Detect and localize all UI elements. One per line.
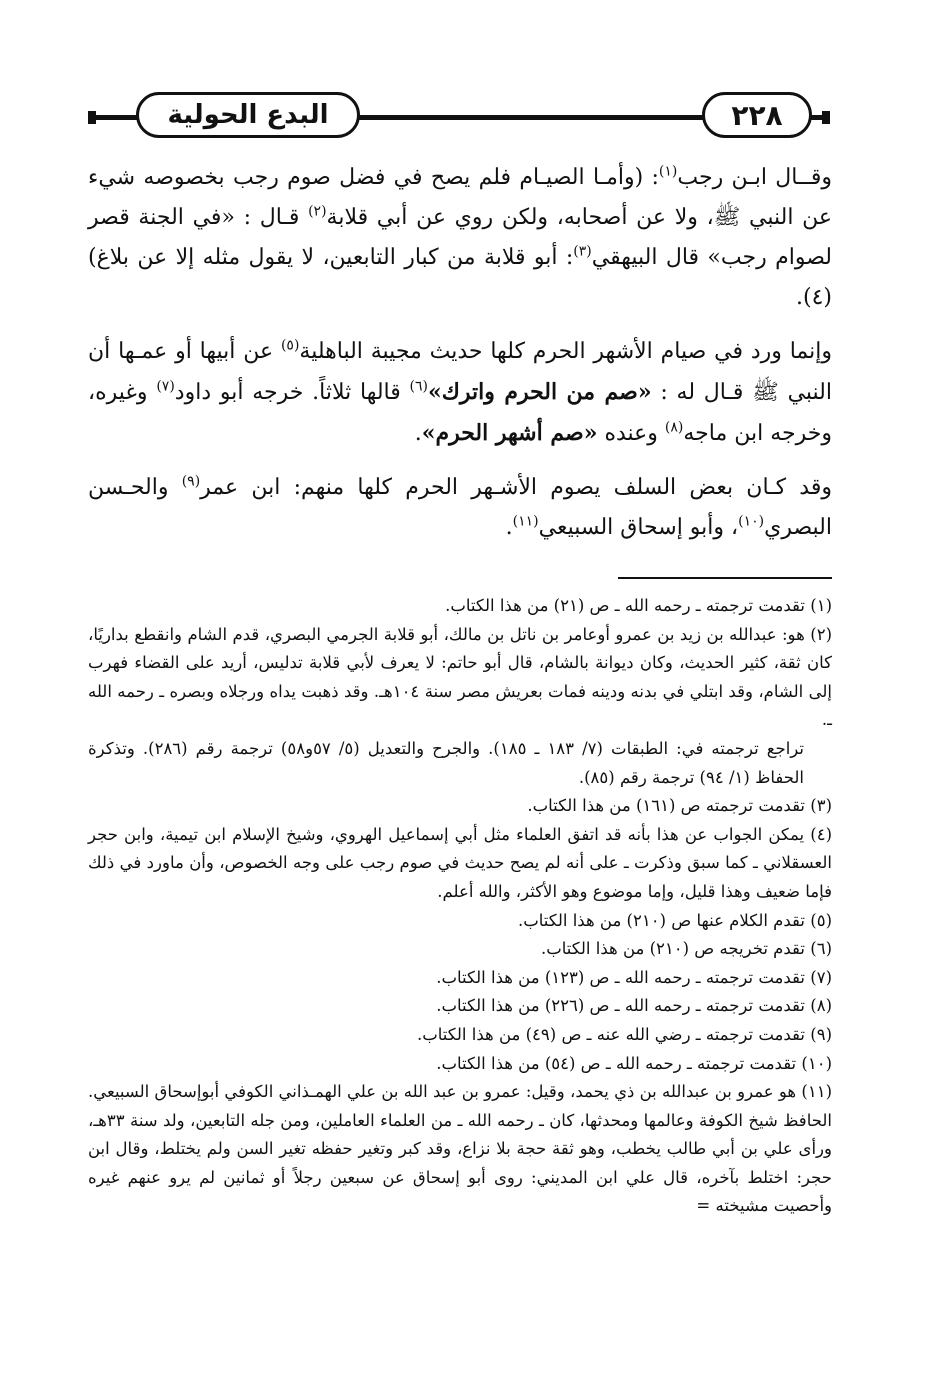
footnote-ref[interactable]: (١) <box>658 163 678 180</box>
running-title: البدع الحولية <box>136 92 360 138</box>
main-text <box>88 158 832 562</box>
page-number: ٢٢٨ <box>702 92 812 138</box>
footnote-ref[interactable]: (٧) <box>156 378 175 395</box>
hadith-quote: «صم من الحرم واترك» <box>428 379 652 405</box>
text-run: عن أبيها أو عمـها أن النبي ﷺ قـال له : <box>88 339 832 405</box>
footnote-2-sources: تراجع ترجمته في: الطبقات (٧/ ١٨٣ ـ ١٨٥). والجرح والتعديل (٥/ ٥٧و٥٨) ترجمة رقم (٢٨٦). وتذكرة الحفاظ (١/ ٩٤) ترجمة رقم (٨٥). <box>88 738 804 787</box>
footnote-10: (١٠) تقدمت ترجمته ـ رحمه الله ـ ص (٥٤) من هذا الكتاب. <box>436 1053 832 1073</box>
footnote-3: (٣) تقدمت ترجمته ص (١٦١) من هذا الكتاب. <box>527 796 832 816</box>
text-run: وإنما ورد في صيام الأشهر الحرم كلها حديث مجيبة الباهلية <box>299 339 832 364</box>
footnote-ref[interactable]: (٥) <box>280 337 300 354</box>
footnote-ref[interactable]: (١١) <box>512 513 539 530</box>
text-run: ، وأبو إسحاق السبيعي <box>538 515 739 540</box>
text-run: والحـسن البصري <box>88 475 832 540</box>
footnote-ref[interactable]: (٩) <box>181 473 201 490</box>
header-rule-end-right <box>822 111 830 124</box>
text-run: . <box>505 515 513 540</box>
footnote-ref[interactable]: (٢) <box>308 203 327 220</box>
text-run: . <box>414 421 422 446</box>
footnote-ref[interactable]: (٣) <box>573 243 592 260</box>
footnote-separator <box>618 577 832 579</box>
hadith-quote: «صم أشهر الحرم» <box>421 420 598 446</box>
footnote-2: (٢) هو: عبدالله بن زيد بن عمرو أوعامر بن ناتل بن مالك، أبو قلابة الجرمي البصري، قدم الشام وانقطع بداريًا، كان ثقة، كثير الحديث، وكان ديوانة بالشام، قال أبو حاتم: لا يعرف لأبي قلابة تدليس، أريد على القضاء فهرب إلى الشام، وقد ابتلي في بدنه ودينه فمات بعريش مصر سنة ١٠٤هـ. وقد ذهبت يداه ورجلاه وبصره ـ رحمه الله ـ. <box>88 624 832 730</box>
text-run: : أبو قلابة من كبار التابعين، لا يقول مثله إلا عن بلاغ) <box>88 245 574 270</box>
header-rule-end-left <box>88 111 96 124</box>
text-run: وعنده <box>597 421 665 446</box>
text-run: وقد كـان بعض السلف يصوم الأشـهر الحرم كلها منهم: ابن عمر <box>200 475 832 500</box>
page-header <box>88 88 830 146</box>
footnote-4: (٤) يمكن الجواب عن هذا بأنه قد اتفق العلماء مثل أبي إسماعيل الهروي، وشيخ الإسلام ابن تيمية، وابن حجر العسقلاني ـ كما سبق وذكرت ـ على أنه لم يصح حديث في صوم رجب على وجه الخصوص، وأن ماورد في ذلك فإما ضعيف وهذا قليل، وإما موضوع وهو الأكثر، والله أعلم. <box>88 824 832 901</box>
paragraph-3 <box>88 468 832 548</box>
text-run: وغيره، وخرجه ابن ماجه <box>88 380 832 446</box>
text-run: قالها ثلاثاً. خرجه أبو داود <box>174 380 410 405</box>
text-run: . <box>795 285 803 310</box>
footnote-7: (٧) تقدمت ترجمته ـ رحمه الله ـ ص (١٢٣) من هذا الكتاب. <box>436 967 832 987</box>
text-run: : (وأمـا الصيـام فلم يصح في فضل صوم رجب بخصوصه شيء عن النبي ﷺ، ولا عن أصحابه، ولكن روي عن أبي قلابة <box>88 165 833 230</box>
footnote-ref[interactable]: (١٠) <box>738 513 765 530</box>
text-run: قـال : «في الجنة قصر لصوام رجب» قال البيهقي <box>88 205 832 270</box>
footnote-5: (٥) تقدم الكلام عنها ص (٢١٠) من هذا الكتاب. <box>517 910 832 930</box>
text-run: وقــال ابـن رجب <box>677 165 832 190</box>
footnote-ref[interactable]: (٦) <box>409 378 428 395</box>
footnote-1: (١) تقدمت ترجمته ـ رحمه الله ـ ص (٢١) من هذا الكتاب. <box>445 596 832 615</box>
paragraph-1 <box>88 158 832 318</box>
footnote-6: (٦) تقدم تخريجه ص (٢١٠) من هذا الكتاب. <box>541 939 832 959</box>
footnote-ref[interactable]: (٨) <box>664 419 684 436</box>
footnote-9: (٩) تقدمت ترجمته ـ رضي الله عنه ـ ص (٤٩) من هذا الكتاب. <box>417 1024 832 1044</box>
footnote-11: (١١) هو عمرو بن عبدالله بن ذي يحمد، وقيل: عمرو بن عبد الله بن علي الهمـذاني الكوفي أبوإسحاق السبيعي. الحافظ شيخ الكوفة وعالمها ومحدثها، كان ـ رحمه الله ـ من العلماء العاملين، ومن جله التابعين، ولد سنة ٣٣هـ، ورأى علي بن أبي طالب يخطب، وهو ثقة حجة بلا نزاع، وقد كبر وتغير حفظه تغير السن ولم يختلط، وقال ابن حجر: اختلط بآخره، قال علي ابن المديني: روى أبو إسحاق عن سبعين رجلاً أو ثمانين لم يرو عنهم غيره وأحصيت مشيخته = <box>88 1082 832 1216</box>
footnote-8: (٨) تقدمت ترجمته ـ رحمه الله ـ ص (٢٢٦) من هذا الكتاب. <box>436 996 832 1016</box>
footnote-ref[interactable]: (٤) <box>802 285 832 310</box>
paragraph-2 <box>88 332 832 454</box>
footnotes <box>88 592 832 1221</box>
